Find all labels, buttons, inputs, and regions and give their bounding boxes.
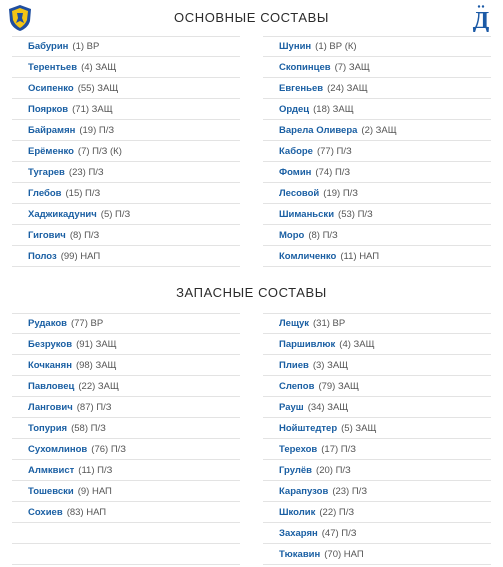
- player-name-link[interactable]: Ордец: [279, 103, 310, 115]
- player-row: [263, 246, 491, 267]
- player-number-position: (1) ВР: [72, 41, 100, 52]
- player-name-link[interactable]: Сухомлинов: [28, 443, 88, 455]
- player-name-link[interactable]: Лещук: [279, 318, 310, 329]
- player-number-position: (7) П/З (К): [77, 145, 122, 157]
- player-number-position: (79) ЗАЩ: [318, 380, 359, 392]
- player-number-position: (20) П/З: [316, 464, 351, 476]
- player-row: [263, 334, 491, 355]
- player-name-link[interactable]: Гигович: [28, 229, 66, 241]
- player-row: [263, 397, 491, 418]
- player-row: [12, 57, 240, 78]
- player-row: [263, 439, 491, 460]
- player-name-link[interactable]: Евгеньев: [279, 82, 324, 94]
- player-number-position: (74) П/З: [315, 166, 351, 178]
- player-row: [12, 141, 240, 162]
- player-name-link[interactable]: Хаджикадунич: [28, 208, 97, 220]
- main-lineups-title: ОСНОВНЫЕ СОСТАВЫ: [174, 10, 329, 25]
- player-number-position: (19) П/З: [79, 124, 115, 136]
- player-row: [263, 376, 491, 397]
- player-name-link[interactable]: Глебов: [28, 187, 62, 199]
- player-name-link[interactable]: Варела Оливера: [279, 124, 358, 136]
- player-name-link[interactable]: Лесовой: [279, 187, 320, 199]
- player-number-position: (83) НАП: [66, 506, 107, 518]
- player-row: [12, 36, 240, 57]
- player-number-position: (70) НАП: [324, 548, 364, 560]
- player-name-link[interactable]: Моро: [279, 229, 305, 241]
- player-name-link[interactable]: Паршивлюк: [279, 338, 336, 350]
- player-number-position: (98) ЗАЩ: [75, 359, 117, 371]
- player-row: [263, 57, 491, 78]
- player-number-position: (22) П/З: [319, 506, 355, 518]
- player-number-position: (34) ЗАЩ: [307, 401, 349, 413]
- player-row: [12, 439, 240, 460]
- player-row: [12, 120, 240, 141]
- away-lineup-list: [263, 36, 491, 267]
- player-row: [12, 204, 240, 225]
- player-number-position: (31) ВР: [313, 318, 346, 329]
- home-subs-list: [12, 313, 240, 565]
- player-row: [12, 225, 240, 246]
- player-name-link[interactable]: Слепов: [279, 380, 315, 392]
- player-name-link[interactable]: Тюкавин: [279, 548, 321, 560]
- lineups-header: [0, 0, 503, 36]
- player-number-position: (23) П/З: [332, 485, 368, 497]
- player-number-position: (8) П/З: [69, 229, 100, 241]
- player-name-link[interactable]: Шиманьски: [279, 208, 335, 220]
- player-row: [263, 78, 491, 99]
- subs-title: ЗАПАСНЫЕ СОСТАВЫ: [176, 285, 327, 300]
- away-subs-list: [263, 313, 491, 565]
- player-number-position: (4) ЗАЩ: [339, 338, 375, 350]
- player-name-link[interactable]: Осипенко: [28, 82, 74, 94]
- player-row: [263, 544, 491, 565]
- player-name-link[interactable]: Полоз: [28, 250, 57, 262]
- player-name-link[interactable]: Терехов: [279, 443, 318, 455]
- player-name-link[interactable]: Рудаков: [28, 318, 67, 329]
- player-name-link[interactable]: Захарян: [279, 527, 318, 539]
- player-number-position: (91) ЗАЩ: [76, 338, 117, 350]
- player-row: [12, 183, 240, 204]
- empty-row: [12, 523, 240, 544]
- player-number-position: (47) П/З: [321, 527, 357, 539]
- player-row: [12, 355, 240, 376]
- player-number-position: (15) П/З: [65, 187, 101, 199]
- player-row: [263, 120, 491, 141]
- player-name-link[interactable]: Тугарев: [28, 166, 65, 178]
- player-name-link[interactable]: Нойштедтер: [279, 422, 338, 434]
- player-row: [12, 162, 240, 183]
- player-number-position: (23) П/З: [68, 166, 104, 178]
- player-name-link[interactable]: Топурия: [28, 422, 68, 434]
- player-row: [12, 376, 240, 397]
- player-row: [12, 78, 240, 99]
- player-row: [263, 141, 491, 162]
- player-number-position: (1) ВР (К): [315, 41, 357, 52]
- player-name-link[interactable]: Байрамян: [28, 124, 76, 136]
- player-number-position: (99) НАП: [60, 250, 101, 262]
- player-number-position: (22) ЗАЩ: [78, 380, 119, 392]
- player-number-position: (9) НАП: [77, 485, 112, 497]
- player-row: [12, 460, 240, 481]
- player-name-link[interactable]: Грулёв: [279, 464, 313, 476]
- player-number-position: (17) П/З: [321, 443, 357, 455]
- player-number-position: (77) ВР: [70, 318, 104, 329]
- player-row: [263, 225, 491, 246]
- player-row: [12, 397, 240, 418]
- player-row: [263, 36, 491, 57]
- player-name-link[interactable]: Павловец: [28, 380, 75, 392]
- player-number-position: (11) П/З: [78, 464, 113, 476]
- player-row: [263, 162, 491, 183]
- player-row: [263, 355, 491, 376]
- player-number-position: (11) НАП: [340, 250, 380, 262]
- player-row: [263, 481, 491, 502]
- player-row: [12, 313, 240, 334]
- player-number-position: (55) ЗАЩ: [77, 82, 119, 94]
- player-name-link[interactable]: Лангович: [28, 401, 73, 413]
- player-row: [12, 99, 240, 120]
- player-number-position: (76) П/З: [91, 443, 127, 455]
- player-number-position: (24) ЗАЩ: [327, 82, 368, 94]
- dinamo-logo-icon[interactable]: [468, 4, 494, 32]
- player-row: [12, 246, 240, 267]
- player-name-link[interactable]: Тошевски: [28, 485, 74, 497]
- player-name-link[interactable]: Комличенко: [279, 250, 337, 262]
- player-row: [12, 418, 240, 439]
- home-lineup-list: [12, 36, 240, 267]
- player-name-link[interactable]: Сохиев: [28, 506, 63, 518]
- player-number-position: (71) ЗАЩ: [72, 103, 113, 115]
- player-row: [12, 502, 240, 523]
- player-row: [12, 334, 240, 355]
- player-row: [263, 204, 491, 225]
- player-number-position: (5) П/З: [100, 208, 131, 220]
- player-row: [263, 99, 491, 120]
- player-number-position: (8) П/З: [308, 229, 338, 241]
- player-name-link[interactable]: Поярков: [28, 103, 69, 115]
- player-row: [263, 313, 491, 334]
- player-name-link[interactable]: Терентьев: [28, 61, 78, 73]
- subs-header: [0, 267, 503, 313]
- player-number-position: (3) ЗАЩ: [312, 359, 349, 371]
- player-row: [263, 523, 491, 544]
- player-name-link[interactable]: Кочканян: [28, 359, 72, 371]
- svg-text:Д: Д: [472, 8, 490, 32]
- player-row: [263, 183, 491, 204]
- player-number-position: (4) ЗАЩ: [81, 61, 117, 73]
- player-number-position: (18) ЗАЩ: [313, 103, 354, 115]
- player-number-position: (5) ЗАЩ: [341, 422, 377, 434]
- player-name-link[interactable]: Скопинцев: [279, 61, 331, 73]
- player-name-link[interactable]: Алмквист: [28, 464, 75, 476]
- subs-lineups: [0, 313, 503, 565]
- player-name-link[interactable]: Шунин: [279, 41, 312, 52]
- player-name-link[interactable]: Карапузов: [279, 485, 329, 497]
- player-number-position: (7) ЗАЩ: [334, 61, 370, 73]
- player-name-link[interactable]: Каборе: [279, 145, 313, 157]
- player-number-position: (53) П/З: [338, 208, 373, 220]
- player-name-link[interactable]: Рауш: [279, 401, 304, 413]
- player-row: [12, 481, 240, 502]
- player-number-position: (87) П/З: [76, 401, 112, 413]
- player-number-position: (2) ЗАЩ: [361, 124, 397, 136]
- player-name-link[interactable]: Плиев: [279, 359, 309, 371]
- player-name-link[interactable]: Безруков: [28, 338, 73, 350]
- player-number-position: (19) П/З: [323, 187, 359, 199]
- empty-row: [12, 544, 240, 565]
- player-name-link[interactable]: Фомин: [279, 166, 312, 178]
- player-number-position: (58) П/З: [71, 422, 106, 434]
- player-name-link[interactable]: Бабурин: [28, 41, 69, 52]
- player-name-link[interactable]: Ерёменко: [28, 145, 74, 157]
- player-row: [263, 460, 491, 481]
- player-name-link[interactable]: Школик: [279, 506, 316, 518]
- player-row: [263, 418, 491, 439]
- main-lineups: [0, 36, 503, 267]
- player-number-position: (77) П/З: [316, 145, 352, 157]
- player-row: [263, 502, 491, 523]
